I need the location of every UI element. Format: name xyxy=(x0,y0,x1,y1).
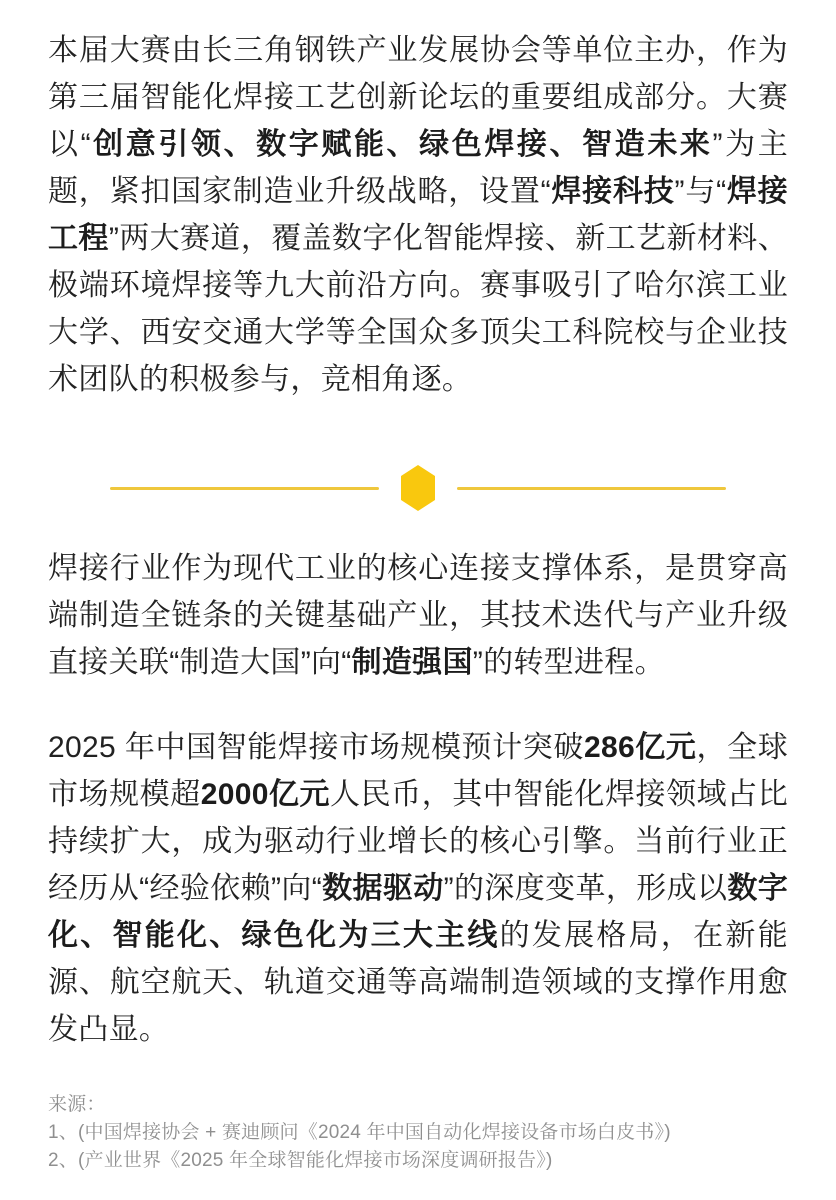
divider-line-left xyxy=(110,487,379,490)
section-divider xyxy=(110,465,726,511)
source-section xyxy=(48,1091,788,1175)
source-item-1: 1、(中国焊接协会 + 赛迪顾问《2024 年中国自动化焊接设备市场白皮书》) xyxy=(48,1122,671,1143)
source-item-2: 2、(产业世界《2025 年全球智能化焊接市场深度调研报告》) xyxy=(48,1150,553,1171)
paragraph-competition-overview: 本届大赛由长三角钢铁产业发展协会等单位主办，作为第三届智能化焊接工艺创新论坛的重要组成部分。大赛以“创意引领、数字赋能、绿色焊接、智造未来”为主题，紧扣国家制造业升级战略，设置“焊接科技”与“焊接工程”两大赛道，覆盖数字化智能焊接、新工艺新材料、极端环境焊接等九大前沿方向。赛事吸引了哈尔滨工业大学、西安交通大学等全国众多顶尖工科院校与企业技术团队的积极参与，竞相角逐。 xyxy=(48,34,788,396)
paragraph-market-size: 2025 年中国智能焊接市场规模预计突破286亿元，全球市场规模超2000亿元人民币，其中智能化焊接领域占比持续扩大，成为驱动行业增长的核心引擎。当前行业正经历从“经验依赖”向“数据驱动”的深度变革，形成以数字化、智能化、绿色化为三大主线的发展格局，在新能源、航空航天、轨道交通等高端制造领域的支撑作用愈发凸显。 xyxy=(48,731,789,1046)
hexagon-icon xyxy=(401,465,435,511)
divider-line-right xyxy=(457,487,726,490)
paragraph-industry-position: 焊接行业作为现代工业的核心连接支撑体系，是贯穿高端制造全链条的关键基础产业，其技术迭代与产业升级直接关联“制造大国”向“制造强国”的转型进程。 xyxy=(48,552,788,679)
source-label: 来源： xyxy=(48,1094,106,1115)
